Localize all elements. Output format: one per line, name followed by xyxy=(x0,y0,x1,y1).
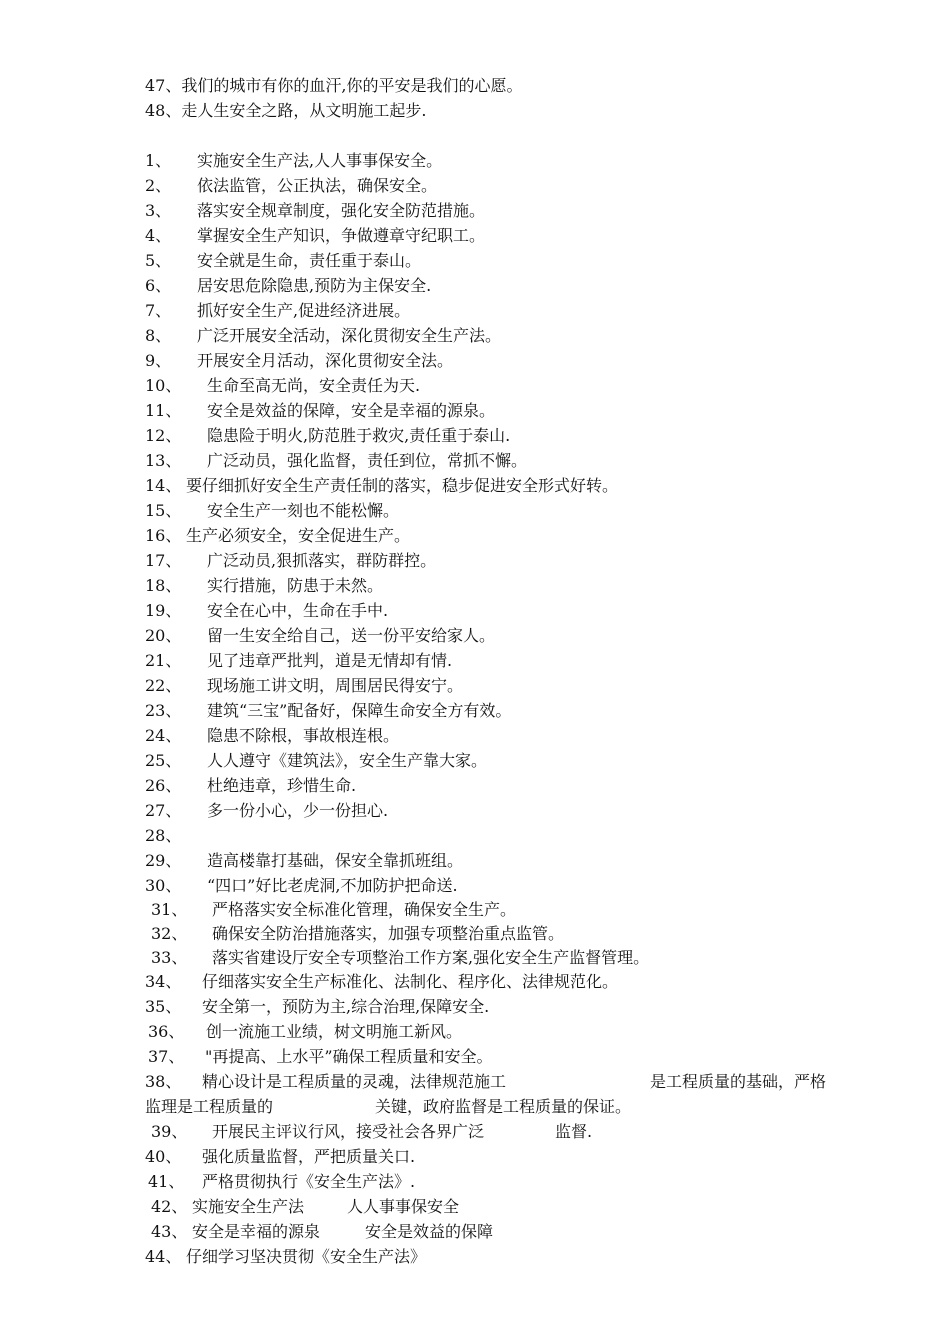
item-text: 广泛动员,狠抓落实，群防群控。 xyxy=(207,551,437,570)
item-text: 抓好安全生产,促进经济进展。 xyxy=(197,301,411,320)
item-text: 依法监管，公正执法，确保安全。 xyxy=(197,176,438,195)
item-number: 17、 xyxy=(145,551,182,570)
item-number: 40、 xyxy=(145,1147,182,1166)
item-text-continued: 监督. xyxy=(555,1122,593,1141)
item-number: 36、 xyxy=(148,1022,185,1041)
item-number: 20、 xyxy=(145,626,182,645)
item-number: 35、 xyxy=(145,997,182,1016)
item-number: 32、 xyxy=(151,924,188,943)
item-number: 22、 xyxy=(145,676,182,695)
item-number: 2、 xyxy=(145,176,172,195)
item-text: 精心设计是工程质量的灵魂，法律规范施工 xyxy=(202,1072,507,1091)
item-text: 落实省建设厅安全专项整治工作方案,强化安全生产监督管理。 xyxy=(212,948,650,967)
item-number: 25、 xyxy=(145,751,182,770)
item-text: "再提高、上水平”确保工程质量和安全。 xyxy=(205,1047,493,1066)
item-text: 广泛开展安全活动，深化贯彻安全生产法。 xyxy=(197,326,502,345)
item-text: 见了违章严批判，道是无情却有情. xyxy=(207,651,453,670)
item-text: 造高楼靠打基础，保安全靠抓班组。 xyxy=(207,851,464,870)
item-text: 实施安全生产法 xyxy=(192,1197,305,1216)
item-text: “四口”好比老虎洞,不加防护把命送. xyxy=(207,876,458,895)
intro-text: 48、走人生安全之路，从文明施工起步. xyxy=(145,101,427,120)
item-number: 26、 xyxy=(145,776,182,795)
item-number: 21、 xyxy=(145,651,182,670)
item-text: 严格落实安全标准化管理，确保安全生产。 xyxy=(212,900,517,919)
item-number: 37、 xyxy=(148,1047,185,1066)
item-text: 要仔细抓好安全生产责任制的落实，稳步促进安全形式好转。 xyxy=(186,476,619,495)
item-text: 强化质量监督，严把质量关口. xyxy=(202,1147,416,1166)
item-text: 安全就是生命，责任重于泰山。 xyxy=(197,251,422,270)
item-number: 23、 xyxy=(145,701,182,720)
item-number: 19、 xyxy=(145,601,182,620)
item-text: 隐患险于明火,防范胜于救灾,责任重于泰山. xyxy=(207,426,511,445)
item-text: 开展安全月活动，深化贯彻安全法。 xyxy=(197,351,454,370)
item-number: 30、 xyxy=(145,876,182,895)
item-number: 1、 xyxy=(145,151,172,170)
item-number: 42、 xyxy=(151,1197,188,1216)
list-item xyxy=(0,1247,950,1327)
item-text: 仔细学习坚决贯彻《安全生产法》 xyxy=(186,1247,427,1266)
intro-text: 47、我们的城市有你的血汗,你的平安是我们的心愿。 xyxy=(145,76,523,95)
item-text: 创一流施工业绩，树文明施工新风。 xyxy=(206,1022,463,1041)
item-text: 掌握安全生产知识，争做遵章守纪职工。 xyxy=(197,226,486,245)
item-number: 11、 xyxy=(145,401,182,420)
item-number: 44、 xyxy=(145,1247,182,1266)
item-number: 6、 xyxy=(145,276,172,295)
item-text: 隐患不除根，事故根连根。 xyxy=(207,726,400,745)
item-text: 人人遵守《建筑法》，安全生产靠大家。 xyxy=(207,751,488,770)
item-number: 8、 xyxy=(145,326,172,345)
item-number: 9、 xyxy=(145,351,172,370)
item-text: 建筑“三宝”配备好，保障生命安全方有效。 xyxy=(207,701,512,720)
item-number: 39、 xyxy=(151,1122,188,1141)
item-number: 43、 xyxy=(151,1222,188,1241)
item-number: 3、 xyxy=(145,201,172,220)
item-number: 13、 xyxy=(145,451,182,470)
item-number: 7、 xyxy=(145,301,172,320)
item-text: 安全生产一刻也不能松懈。 xyxy=(207,501,400,520)
item-number: 29、 xyxy=(145,851,182,870)
item-text: 安全是幸福的源泉 xyxy=(192,1222,321,1241)
item-number: 14、 xyxy=(145,476,182,495)
item-number: 4、 xyxy=(145,226,172,245)
item-number: 27、 xyxy=(145,801,182,820)
item-number: 5、 xyxy=(145,251,172,270)
item-number: 16、 xyxy=(145,526,182,545)
item-text: 生产必须安全，安全促进生产。 xyxy=(186,526,411,545)
item-text: 实施安全生产法,人人事事保安全。 xyxy=(197,151,443,170)
item-number: 41、 xyxy=(148,1172,185,1191)
item-text: 落实安全规章制度，强化安全防范措施。 xyxy=(197,201,486,220)
item-number: 38、 xyxy=(145,1072,182,1091)
item-text: 实行措施，防患于未然。 xyxy=(207,576,384,595)
item-number: 12、 xyxy=(145,426,182,445)
item-number: 28、 xyxy=(145,826,182,845)
item-text: 确保安全防治措施落实，加强专项整治重点监管。 xyxy=(212,924,565,943)
item-text-continued: 关键，政府监督是工程质量的保证。 xyxy=(375,1097,632,1116)
item-number: 18、 xyxy=(145,576,182,595)
item-text-continued: 监理是工程质量的 xyxy=(145,1097,274,1116)
item-text: 现场施工讲文明，周围居民得安宁。 xyxy=(207,676,464,695)
item-number: 10、 xyxy=(145,376,182,395)
item-text: 开展民主评议行风，接受社会各界广泛 xyxy=(212,1122,485,1141)
item-text: 安全第一，预防为主,综合治理,保障安全. xyxy=(202,997,490,1016)
item-text: 留一生安全给自己，送一份平安给家人。 xyxy=(207,626,496,645)
item-number: 24、 xyxy=(145,726,182,745)
item-text: 居安思危除隐患,预防为主保安全. xyxy=(197,276,432,295)
item-text-continued: 是工程质量的基础，严格 xyxy=(650,1072,827,1091)
item-text: 仔细落实安全生产标准化、法制化、程序化、法律规范化。 xyxy=(202,972,619,991)
item-number: 15、 xyxy=(145,501,182,520)
item-text: 生命至高无尚，安全责任为天. xyxy=(207,376,421,395)
item-text: 多一份小心，少一份担心. xyxy=(207,801,389,820)
item-text: 安全在心中，生命在手中. xyxy=(207,601,389,620)
item-text: 杜绝违章，珍惜生命. xyxy=(207,776,357,795)
item-text-continued: 人人事事保安全 xyxy=(347,1197,460,1216)
item-number: 33、 xyxy=(151,948,188,967)
item-text: 严格贯彻执行《安全生产法》. xyxy=(202,1172,416,1191)
item-text-continued: 安全是效益的保障 xyxy=(365,1222,494,1241)
item-text: 安全是效益的保障，安全是幸福的源泉。 xyxy=(207,401,496,420)
item-number: 34、 xyxy=(145,972,182,991)
item-number: 31、 xyxy=(151,900,188,919)
item-text: 广泛动员，强化监督，责任到位，常抓不懈。 xyxy=(207,451,528,470)
